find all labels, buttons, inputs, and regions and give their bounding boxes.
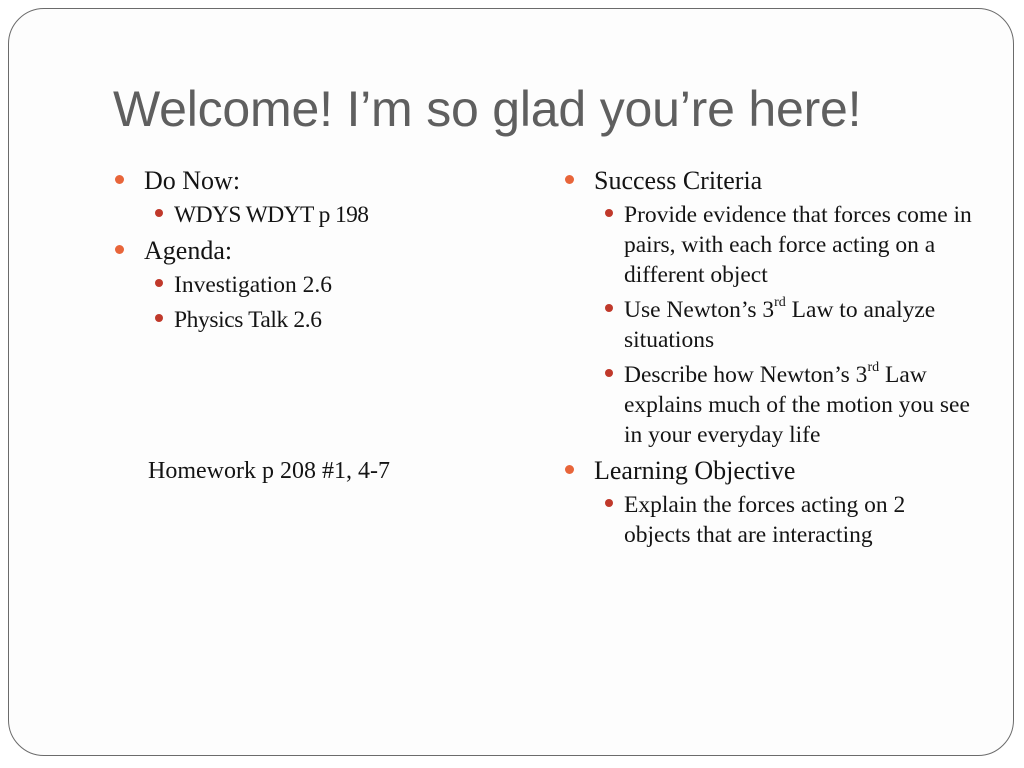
agenda-subitem-text: Physics Talk 2.6 bbox=[174, 307, 322, 333]
right-column bbox=[563, 166, 973, 556]
success-criteria-label: Success Criteria bbox=[594, 166, 763, 195]
criteria-text-post: Law explains much of the motion you see in your everyday life bbox=[624, 362, 970, 448]
bullet-icon bbox=[605, 369, 613, 377]
do-now-subitem bbox=[144, 200, 533, 230]
do-now-item bbox=[113, 166, 533, 230]
criteria-text-pre: Describe how Newton’s 3 bbox=[624, 362, 868, 388]
learning-objective-item bbox=[563, 456, 973, 550]
success-criteria-subitem bbox=[594, 360, 973, 450]
bullet-icon bbox=[115, 175, 124, 184]
learning-objective-subitem bbox=[594, 490, 973, 550]
bullet-icon bbox=[155, 314, 163, 322]
success-criteria-subitem bbox=[594, 295, 973, 355]
learning-objective-label: Learning Objective bbox=[594, 456, 796, 485]
objective-text: Explain the forces acting on 2 objects that are interacting bbox=[624, 492, 906, 548]
agenda-subitem bbox=[144, 305, 533, 335]
bullet-icon bbox=[115, 245, 124, 254]
bullet-icon bbox=[155, 279, 163, 287]
left-column bbox=[113, 166, 533, 341]
criteria-superscript: rd bbox=[774, 295, 786, 311]
success-criteria-item bbox=[563, 166, 973, 450]
do-now-label: Do Now: bbox=[144, 166, 241, 195]
agenda-subitem-text: Investigation 2.6 bbox=[174, 272, 332, 298]
bullet-icon bbox=[605, 499, 613, 507]
agenda-label: Agenda: bbox=[144, 236, 233, 265]
agenda-item bbox=[113, 236, 533, 335]
homework-note: Homework p 208 #1, 4-7 bbox=[148, 458, 390, 484]
criteria-text-post: Law to analyze situations bbox=[624, 297, 936, 353]
criteria-text: Provide evidence that forces come in pairs, with each force acting on a different object bbox=[624, 202, 972, 288]
criteria-superscript: rd bbox=[867, 360, 880, 376]
criteria-text-pre: Use Newton’s 3 bbox=[624, 297, 775, 323]
bullet-icon bbox=[605, 304, 613, 312]
success-criteria-subitem bbox=[594, 200, 973, 290]
agenda-subitem bbox=[144, 270, 533, 300]
bullet-icon bbox=[565, 465, 574, 474]
slide-title: Welcome! I’m so glad you’re here! bbox=[113, 81, 862, 137]
bullet-icon bbox=[605, 209, 613, 217]
bullet-icon bbox=[155, 209, 163, 217]
bullet-icon bbox=[565, 175, 574, 184]
do-now-subitem-text: WDYS WDYT p 198 bbox=[174, 202, 369, 228]
